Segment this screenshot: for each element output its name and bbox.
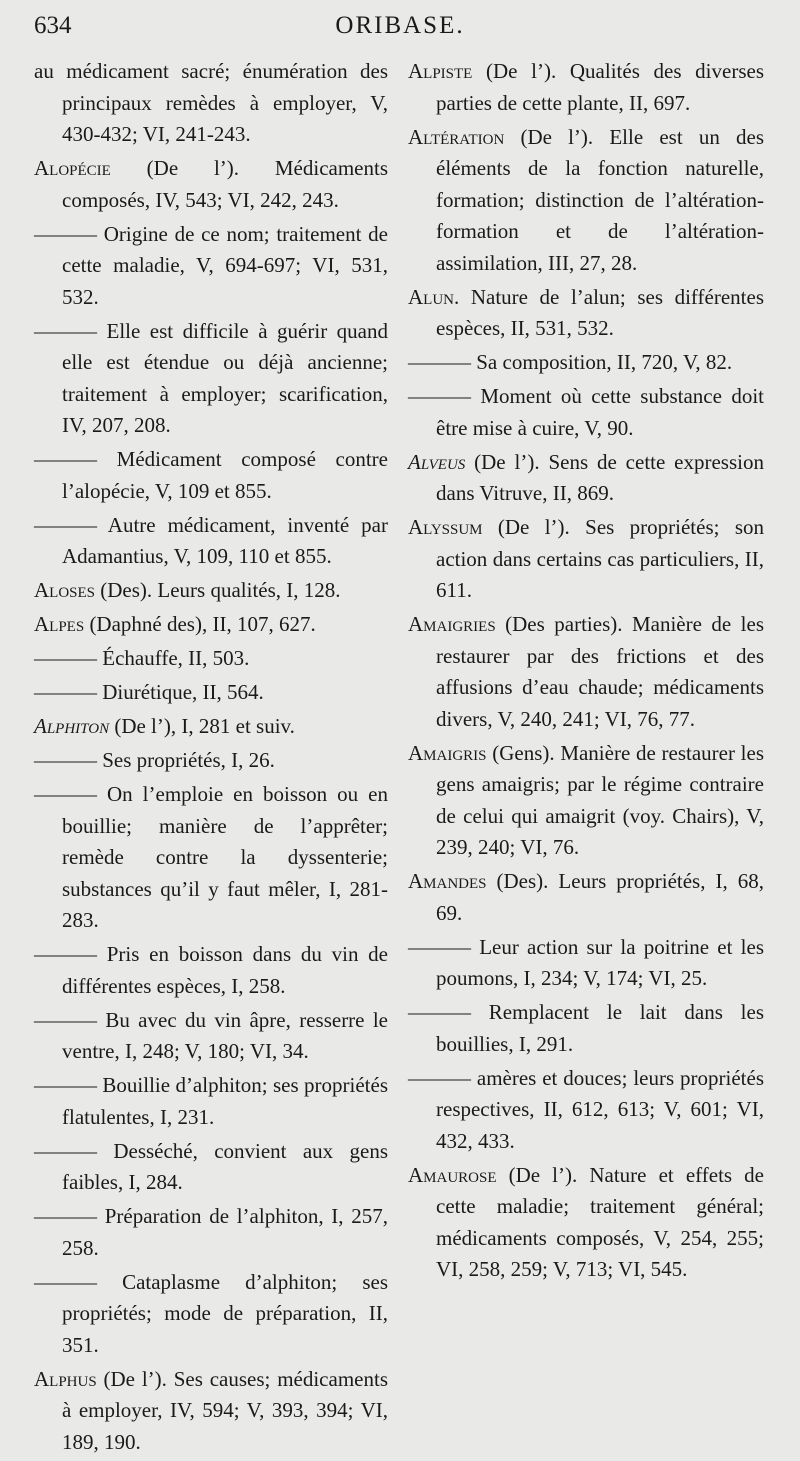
index-entry (408, 347, 764, 379)
entry-text: ——— Diurétique, II, 564. (34, 680, 264, 704)
entry-headword: Alphus (34, 1366, 97, 1391)
entry-text: ——— amères et douces; leurs propriétés respectives, II, 612, 613; V, 601; VI, 432, 433. (408, 1065, 764, 1153)
index-entry (408, 56, 764, 119)
entry-headword: Amandes (408, 869, 487, 893)
index-entry (34, 1267, 388, 1362)
index-entry (34, 153, 388, 216)
entry-text: ——— On l’emploie en boisson ou en bouillie; manière de l’apprêter; remède contre la dyssenterie; substances qu’il y faut mêler, I, 281-283. (34, 782, 388, 932)
entry-text: ——— Sa composition, II, 720, V, 82. (408, 350, 733, 374)
index-column-right (408, 56, 764, 1288)
entry-text: . Nature de l’alun; ses différentes espèces, II, 531, 532. (436, 284, 764, 340)
index-entry (408, 447, 764, 510)
entry-text: ——— Préparation de l’alphiton, I, 257, 258. (34, 1204, 388, 1260)
index-entry (34, 643, 388, 675)
index-entry (408, 866, 764, 929)
entry-text: (De l’). Médicaments composés, IV, 543; VI, 242, 243. (62, 156, 388, 212)
entry-headword: Amaigries (408, 612, 496, 636)
index-entry (408, 282, 764, 345)
entry-text: ——— Pris en boisson dans du vin de différentes espèces, I, 258. (34, 942, 388, 998)
entry-headword: Aloses (34, 578, 96, 602)
index-entry (34, 510, 388, 573)
entry-text: (De l’). Elle est un des éléments de la fonction naturelle, formation; distinction de l’altération-formation et de l’altération-assimilation, III, 27, 28. (436, 124, 764, 275)
entry-text: ——— Échauffe, II, 503. (34, 646, 250, 670)
entry-headword: Altération (408, 124, 505, 149)
entry-headword: Alphiton (34, 714, 110, 738)
entry-text: ——— Remplacent le lait dans les bouillies, I, 291. (408, 1000, 764, 1056)
index-column-left (34, 56, 388, 1461)
index-entry (34, 939, 388, 1002)
index-entry (34, 1005, 388, 1068)
index-entry (408, 738, 764, 864)
entry-text: ——— Bouillie d’alphiton; ses propriétés flatulentes, I, 231. (34, 1073, 388, 1129)
entry-text: (Daphné des), II, 107, 627. (84, 612, 316, 636)
entry-text: (Des parties). Manière de les restaurer par des frictions et des affusions d’eau chaude; médicaments divers, V, 240, 241; VI, 76, 77. (436, 612, 764, 731)
index-entry (408, 122, 764, 280)
index-entry (408, 1063, 764, 1158)
entry-headword: Alopécie (34, 156, 111, 180)
index-entry (34, 575, 388, 607)
entry-text: (De l’), I, 281 et suiv. (109, 714, 295, 738)
index-entry (34, 609, 388, 641)
entry-text: ——— Bu avec du vin âpre, resserre le ventre, I, 248; V, 180; VI, 34. (34, 1007, 388, 1063)
entry-text: ——— Origine de ce nom; traitement de cette maladie, V, 694-697; VI, 531, 532. (34, 221, 388, 309)
index-entry (34, 56, 388, 151)
index-entry (34, 711, 388, 743)
entry-text: (Des). Leurs qualités, I, 128. (95, 578, 341, 602)
page-number: 634 (34, 12, 72, 39)
index-entry (34, 444, 388, 507)
index-entry (34, 1364, 388, 1459)
entry-text: (De l’). Ses causes; médicaments à employer, IV, 594; V, 393, 394; VI, 189, 190. (62, 1366, 388, 1454)
entry-text: ——— Ses propriétés, I, 26. (34, 748, 275, 772)
entry-headword: Amaurose (408, 1162, 497, 1187)
index-entry (34, 1136, 388, 1199)
entry-text: ——— Leur action sur la poitrine et les poumons, I, 234; V, 174; VI, 25. (408, 934, 764, 990)
entry-headword: Alyssum (408, 515, 483, 539)
index-entry (34, 316, 388, 442)
entry-text: ——— Médicament composé contre l’alopécie, V, 109 et 855. (34, 447, 388, 503)
index-entry (408, 997, 764, 1060)
index-entry (408, 512, 764, 607)
index-entry (408, 932, 764, 995)
entry-text: ——— Cataplasme d’alphiton; ses propriétés; mode de préparation, II, 351. (34, 1269, 388, 1357)
index-entry (34, 1201, 388, 1264)
entry-headword: Alveus (408, 449, 466, 474)
entry-text: ——— Desséché, convient aux gens faibles, I, 284. (34, 1138, 388, 1194)
entry-text: ——— Autre médicament, inventé par Adamantius, V, 109, 110 et 855. (34, 512, 388, 568)
entry-text: (Des). Leurs propriétés, I, 68, 69. (436, 869, 764, 925)
index-entry (34, 677, 388, 709)
entry-text: (De l’). Sens de cette expression dans Vitruve, II, 869. (436, 449, 764, 505)
index-entry (34, 1070, 388, 1133)
index-entry (408, 1160, 764, 1286)
entry-headword: Alpes (34, 612, 85, 636)
entry-text: (De l’). Ses propriétés; son action dans certains cas particuliers, II, 611. (436, 515, 764, 602)
entry-text: ——— Elle est difficile à guérir quand elle est étendue ou déjà ancienne; traitement à employer; scarification, IV, 207, 208. (34, 318, 388, 437)
entry-text: (Gens). Manière de restaurer les gens amaigris; par le régime contraire de celui qui amaigrit (voy. Chairs), V, 239, 240; VI, 76. (436, 740, 764, 859)
index-entry (408, 381, 764, 444)
entry-text: (De l’). Nature et effets de cette maladie; traitement général; médicaments composés, V, 254, 255; VI, 258, 259; V, 713; VI, 545. (436, 1162, 764, 1281)
index-entry (408, 609, 764, 735)
entry-headword: Alun (408, 284, 454, 309)
entry-headword: Alpiste (408, 59, 473, 83)
index-entry (34, 219, 388, 314)
entry-headword: Amaigris (408, 740, 487, 765)
entry-text: ——— Moment où cette substance doit être mise à cuire, V, 90. (408, 384, 764, 440)
running-title: ORIBASE. (335, 12, 465, 39)
index-entry (34, 779, 388, 937)
entry-text: (De l’). Qualités des diverses parties de cette plante, II, 697. (436, 59, 764, 115)
entry-text: au médicament sacré; énumération des principaux remèdes à employer, V, 430-432; VI, 241-243. (34, 59, 388, 146)
index-entry (34, 745, 388, 777)
